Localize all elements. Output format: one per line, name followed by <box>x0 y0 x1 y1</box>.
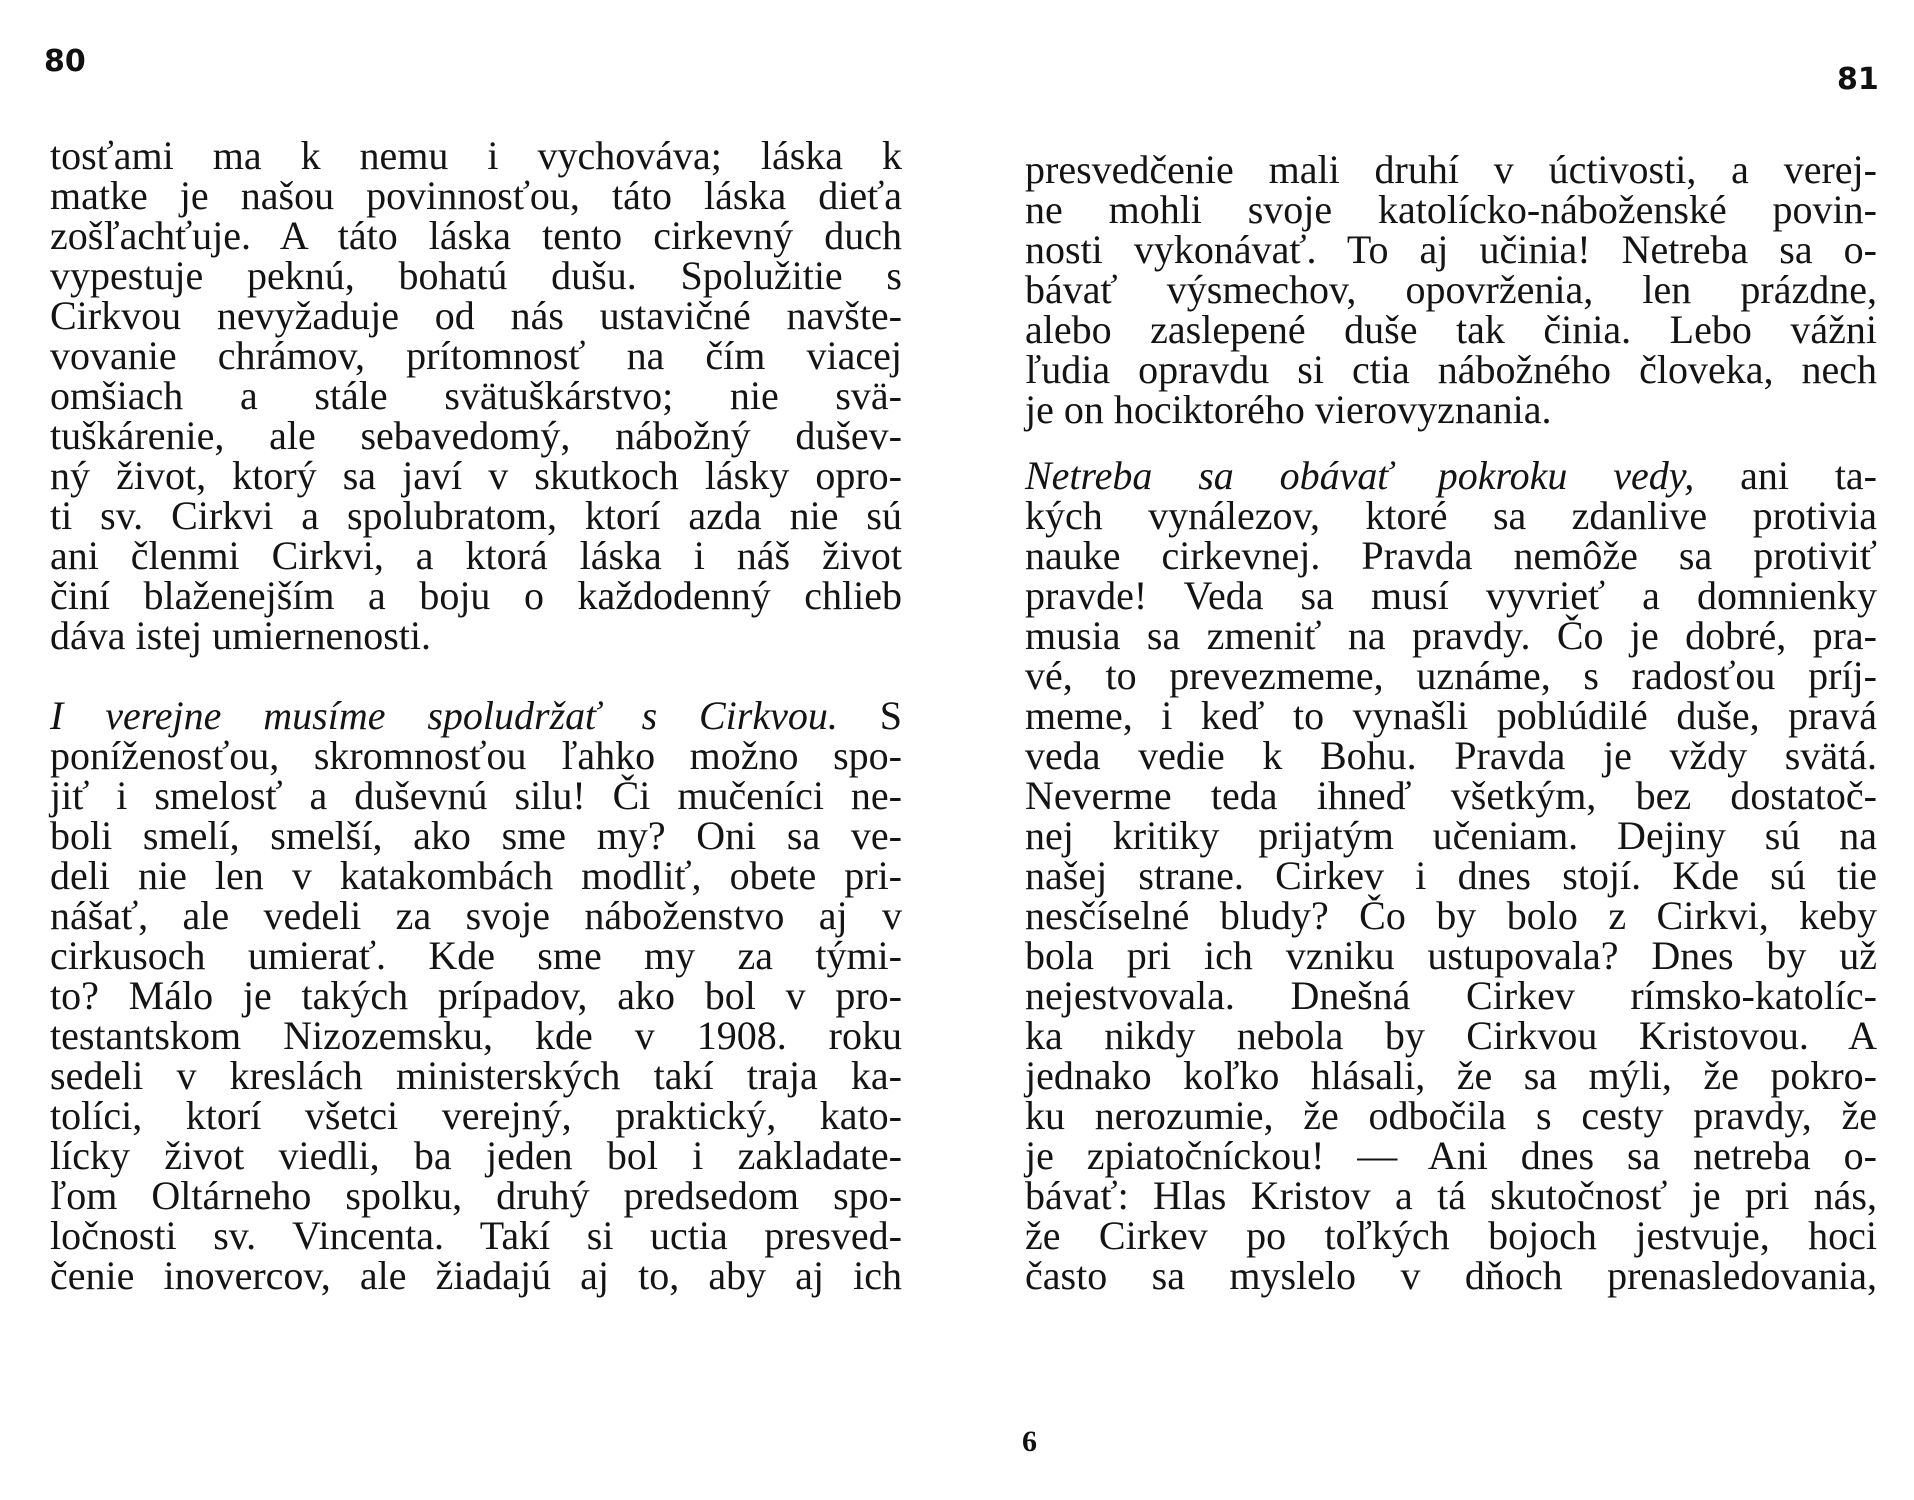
page-number-left: 80 <box>44 44 86 79</box>
text-line: veda vedie k Bohu. Pravda je vždy svätá. <box>1025 733 1877 778</box>
text-line: bávať: Hlas Kristov a tá skutočnosť je pri nás, <box>1025 1173 1877 1218</box>
paragraph-gap <box>50 656 902 696</box>
text-line: boli smelí, smelší, ako sme my? Oni sa ve- <box>50 813 902 858</box>
text-line: ľom Oltárneho spolku, druhý predsedom spo- <box>50 1173 902 1218</box>
text-line: čenie inovercov, ale žiadajú aj to, aby aj ich <box>50 1253 902 1298</box>
text-line: omšiach a stále svätuškárstvo; nie svä- <box>50 373 902 418</box>
text-line: jiť i smelosť a duševnú silu! Či mučeníci ne- <box>50 773 902 818</box>
lead-line-rest: S <box>879 693 902 738</box>
text-line: tolíci, ktorí všetci verejný, praktický, kato- <box>50 1093 902 1138</box>
text-line: ti sv. Cirkvi a spolubratom, ktorí azda nie sú <box>50 493 902 538</box>
text-line: že Cirkev po toľkých bojoch jestvuje, hoci <box>1025 1213 1877 1258</box>
text-line: ani členmi Cirkvi, a ktorá láska i náš život <box>50 533 902 578</box>
text-line: nejestvovala. Dnešná Cirkev rímsko-katolíc- <box>1025 973 1877 1018</box>
text-line: cirkusoch umierať. Kde sme my za tými- <box>50 933 902 978</box>
text-line: nauke cirkevnej. Pravda nemôže sa protiviť <box>1025 533 1877 578</box>
text-line: nášať, ale vedeli za svoje náboženstvo aj v <box>50 893 902 938</box>
text-line: nosti vykonávať. To aj učinia! Netreba sa o- <box>1025 227 1877 272</box>
text-line: vypestuje peknú, bohatú dušu. Spolužitie s <box>50 253 902 298</box>
text-line: presvedčenie mali druhí v úctivosti, a verej- <box>1025 147 1877 192</box>
text-line: bávať výsmechov, opovrženia, len prázdne, <box>1025 267 1877 312</box>
right-page <box>957 0 1914 1500</box>
text-line: nej kritiky prijatým učeniam. Dejiny sú na <box>1025 813 1877 858</box>
paragraph-lead-line <box>50 693 902 738</box>
text-line: jednako koľko hlásali, že sa mýli, že pokro- <box>1025 1053 1877 1098</box>
right-text-block <box>1025 147 1878 1298</box>
text-line: vovanie chrámov, prítomnosť na čím viacej <box>50 333 902 378</box>
text-line: poníženosťou, skromnosťou ľahko možno spo- <box>50 733 902 778</box>
text-line: Neverme teda ihneď všetkým, bez dostatoč- <box>1025 773 1877 818</box>
lead-line-rest: ani ta- <box>1740 453 1878 498</box>
text-line: ločnosti sv. Vincenta. Takí si uctia presved- <box>50 1213 902 1258</box>
text-line: alebo zaslepené duše tak činia. Lebo vážni <box>1025 307 1877 352</box>
text-line: ľudia opravdu si ctia nábožného človeka, nech <box>1025 347 1877 392</box>
text-line: ka nikdy nebola by Cirkvou Kristovou. A <box>1025 1013 1877 1058</box>
text-line: matke je našou povinnosťou, táto láska dieťa <box>50 173 902 218</box>
text-line: lícky život viedli, ba jeden bol i zakladate- <box>50 1133 902 1178</box>
text-line: ku nerozumie, že odbočila s cesty pravdy, že <box>1025 1093 1877 1138</box>
text-line: deli nie len v katakombách modliť, obete pri- <box>50 853 902 898</box>
text-line: ne mohli svoje katolícko-náboženské povin- <box>1025 187 1877 232</box>
text-line: vé, to prevezmeme, uznáme, s radosťou príj- <box>1025 653 1877 698</box>
text-line: často sa myslelo v dňoch prenasledovania, <box>1025 1253 1877 1298</box>
text-line: dáva istej umiernenosti. <box>50 613 432 658</box>
text-line: musia sa zmeniť na pravdy. Čo je dobré, pra- <box>1025 613 1877 658</box>
paragraph-lead-italic: I verejne musíme spoludržať s Cirkvou. <box>50 693 838 738</box>
text-line: ný život, ktorý sa javí v skutkoch lásky opro- <box>50 453 902 498</box>
text-line: sedeli v kreslách ministerských takí traja ka- <box>50 1053 902 1098</box>
text-line: tuškárenie, ale sebavedomý, nábožný dušev- <box>50 413 902 458</box>
text-line: zošľachťuje. A táto láska tento cirkevný duch <box>50 213 902 258</box>
text-line: kých vynálezov, ktoré sa zdanlive protivia <box>1025 493 1877 538</box>
text-line: nesčíselné bludy? Čo by bolo z Cirkvi, keby <box>1025 893 1877 938</box>
text-line: Cirkvou nevyžaduje od nás ustavičné navšte- <box>50 293 902 338</box>
text-line: je zpiatočníckou! — Ani dnes sa netreba o- <box>1025 1133 1877 1178</box>
text-line: testantskom Nizozemsku, kde v 1908. roku <box>50 1013 902 1058</box>
text-line: tosťami ma k nemu i vychováva; láska k <box>50 133 902 178</box>
text-line: činí blaženejším a boju o každodenný chlieb <box>50 573 902 618</box>
paragraph-lead-italic: Netreba sa obávať pokroku vedy, <box>1025 453 1695 498</box>
left-text-block <box>50 133 902 1298</box>
text-line: bola pri ich vzniku ustupovala? Dnes by už <box>1025 933 1877 978</box>
text-line: pravde! Veda sa musí vyvrieť a domnienky <box>1025 573 1877 618</box>
paragraph-lead-line <box>1025 453 1878 498</box>
text-line: to? Málo je takých prípadov, ako bol v pro- <box>50 973 902 1018</box>
text-line: je on hociktorého vierovyznania. <box>1025 387 1552 432</box>
page-number-right: 81 <box>1837 62 1879 97</box>
text-line: meme, i keď to vynašli poblúdilé duše, pravá <box>1025 693 1877 738</box>
printer-signature-mark: 6 <box>1022 1425 1037 1458</box>
text-line: našej strane. Cirkev i dnes stojí. Kde sú tie <box>1025 853 1877 898</box>
